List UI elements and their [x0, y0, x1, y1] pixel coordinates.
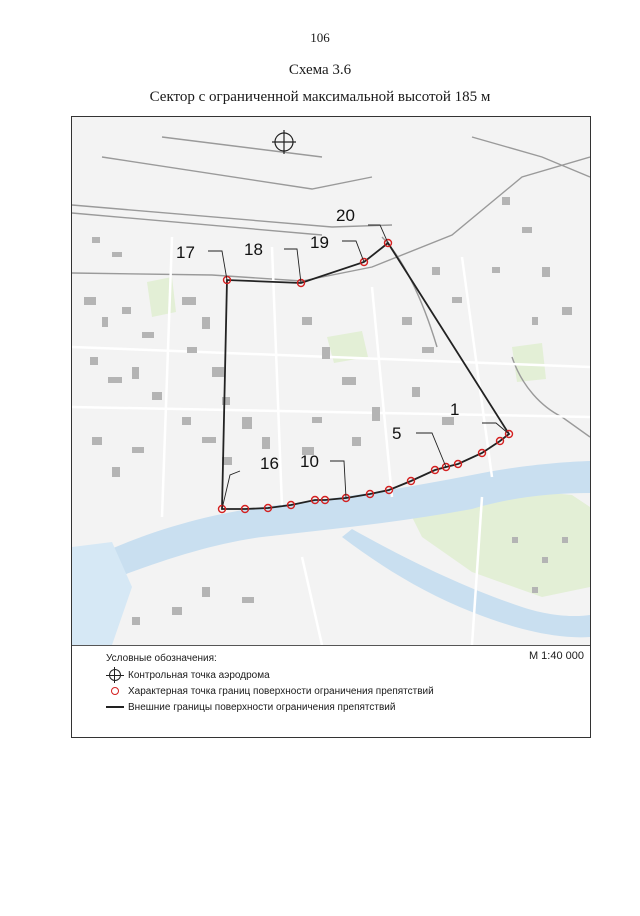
park-area [147, 277, 176, 317]
park-area [512, 343, 546, 382]
map-canvas [72, 117, 590, 645]
legend-item-label: Контрольная точка аэродрома [128, 669, 270, 681]
legend-item-label: Характерная точка границ поверхности ограничения препятствий [128, 685, 434, 697]
scheme-title: Схема 3.6 [288, 62, 352, 78]
legend-title: Условные обозначения: [106, 653, 217, 664]
legend-item-characteristic-point [106, 684, 434, 698]
map-legend [72, 645, 590, 738]
legend-item-control-point [106, 668, 270, 682]
point-label-5: 5 [392, 424, 402, 443]
point-label-19: 19 [310, 233, 329, 252]
point-label-16: 16 [260, 454, 279, 473]
scheme-subtitle: Сектор с ограниченной максимальной высотой 185 м [149, 89, 491, 105]
point-label-20: 20 [336, 206, 355, 225]
map-frame [71, 116, 591, 738]
point-label-17: 17 [176, 243, 195, 262]
characteristic-point-icon [106, 684, 124, 698]
point-label-1: 1 [450, 400, 460, 419]
point-label-18: 18 [244, 240, 263, 259]
map-scale: М 1:40 000 [528, 650, 584, 662]
page-number: 106 [310, 30, 330, 45]
legend-item-label: Внешние границы поверхности ограничения препятствий [128, 701, 396, 713]
legend-item-boundary-line [106, 700, 395, 714]
boundary-line-icon [106, 700, 124, 714]
point-label-10: 10 [300, 452, 319, 471]
aerodrome-control-point-icon [106, 668, 124, 682]
